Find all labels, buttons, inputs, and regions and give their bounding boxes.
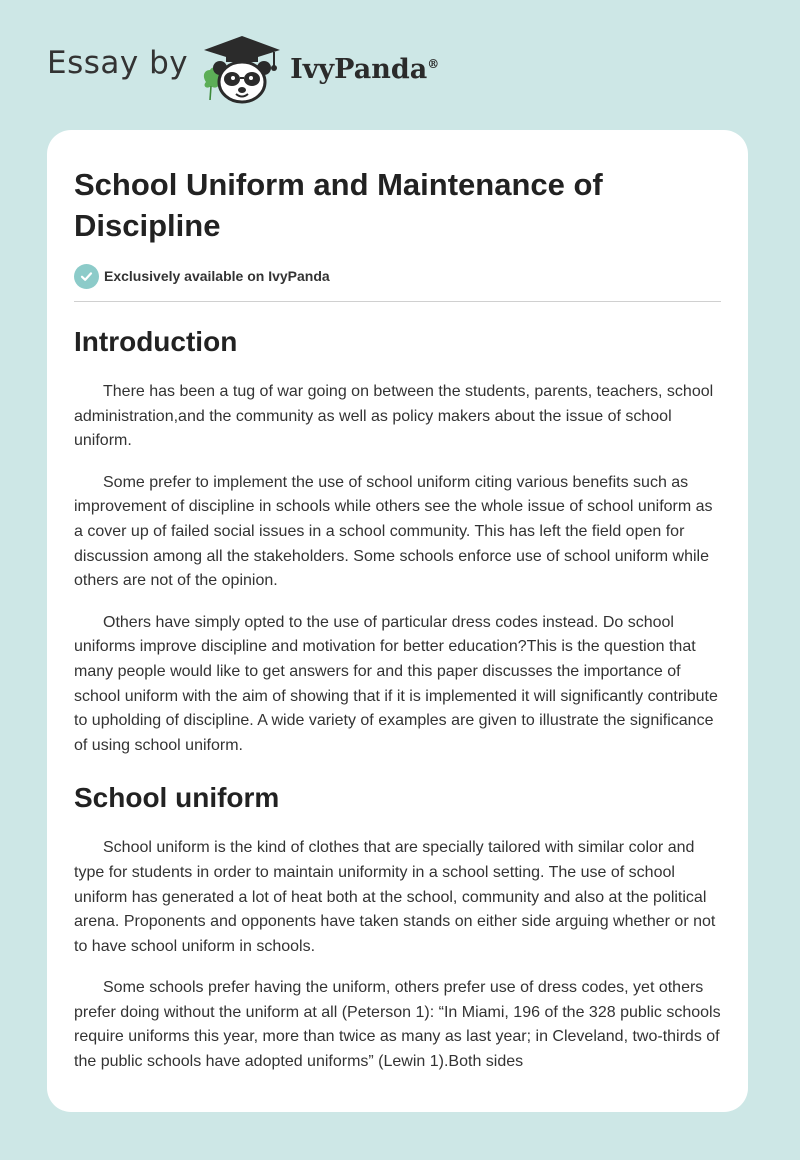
essay-card [47, 130, 748, 1112]
registered-mark: ® [427, 56, 440, 71]
paragraph: Some schools prefer having the uniform, others prefer use of dress codes, yet others prefer doing without the uniform at all (Peterson 1): “In Miami, 196 of the 328 public schools require uniforms this year, more than twice as many as last year; in Cleveland, two-thirds of the public schools have adopted uniforms” (Lewin 1).Both sides [74, 979, 721, 1071]
page-title: School Uniform and Maintenance of Discipline [74, 167, 603, 243]
paragraph: School uniform is the kind of clothes that are specially tailored with similar color and type for students in order to maintain uniformity in a school setting. The use of school uniform has generated a lot of heat both at the school, community and also at the political arena. Proponents and opponents have taken stands on either side arguing whether or not to have school uniform in schools. [74, 839, 716, 955]
panda-graduate-icon[interactable] [196, 30, 288, 110]
paragraph: Some prefer to implement the use of school uniform citing various benefits such as improvement of discipline in schools while others see the whole issue of school uniform as a cover up of failed social issues in a school community. This has left the field open for discussion among all the stakeholders. Some schools enforce use of school uniform while others are not of the opinion. [74, 473, 713, 590]
brand-name[interactable] [290, 54, 439, 85]
paragraph: There has been a tug of war going on between the students, parents, teachers, school administration,and the community as well as policy makers about the issue of school uniform. [74, 383, 714, 450]
essay-by-label: Essay by [47, 45, 189, 81]
site-header [47, 30, 439, 110]
brand-text: IvyPanda [290, 53, 428, 85]
exclusive-badge [74, 263, 721, 289]
check-icon [74, 264, 99, 289]
section-heading-school-uniform: School uniform [74, 782, 280, 814]
divider [74, 301, 721, 302]
paragraph: Others have simply opted to the use of particular dress codes instead. Do school uniforms improve discipline and motivation for better education?This is the question that many people would like to get answers for and this paper discusses the importance of school uniform with the aim of showing that if it is implemented it will significantly contribute to upholding of discipline. A wide variety of examples are given to illustrate the significance of using school uniform. [74, 613, 718, 754]
exclusive-badge-label: Exclusively available on IvyPanda [104, 268, 330, 284]
section-heading-introduction: Introduction [74, 326, 238, 357]
